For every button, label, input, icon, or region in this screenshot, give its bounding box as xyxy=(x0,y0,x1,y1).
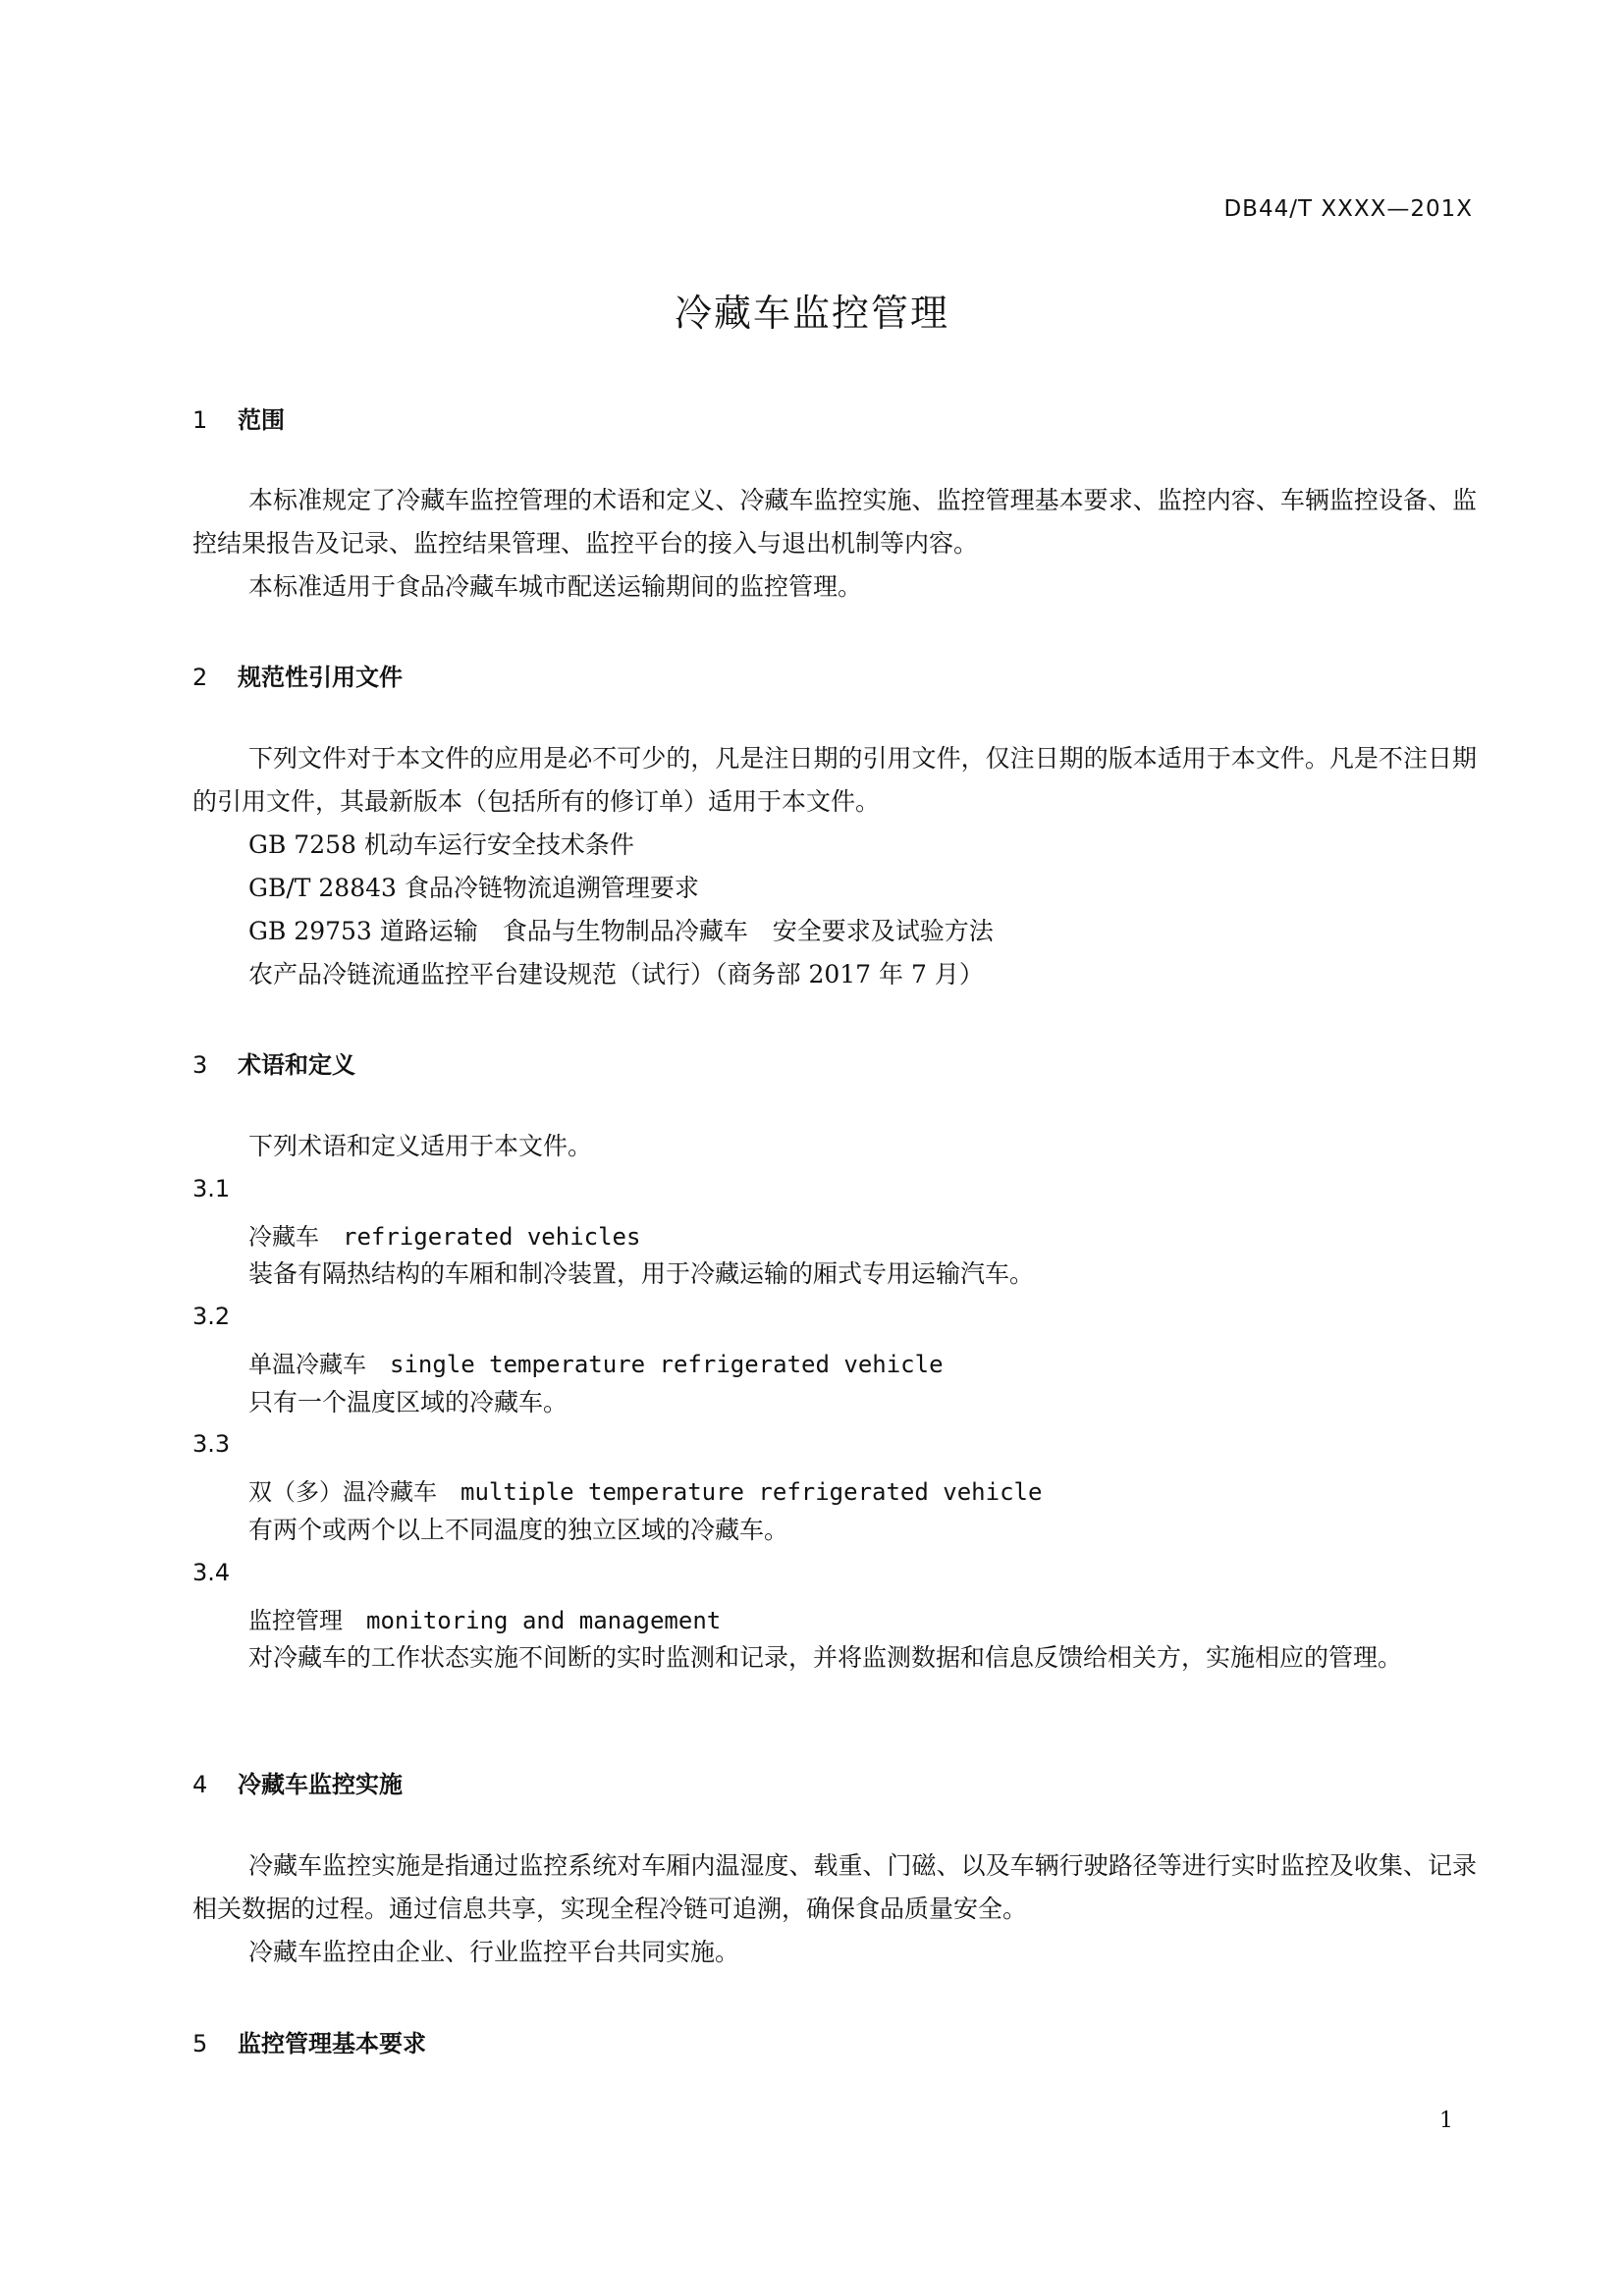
term-definition: 有两个或两个以上不同温度的独立区域的冷藏车。 xyxy=(248,1516,789,1544)
reference-item: 农产品冷链流通监控平台建设规范（试行）（商务部 2017 年 7 月） xyxy=(248,960,984,988)
section-1-paragraph-1: 本标准规定了冷藏车监控管理的术语和定义、冷藏车监控实施、监控管理基本要求、监控内容、车辆监控设备、监控结果报告及记录、监控结果管理、监控平台的接入与退出机制等内容。 xyxy=(192,486,1477,558)
term-definition: 只有一个温度区域的冷藏车。 xyxy=(248,1388,568,1416)
section-title: 术语和定义 xyxy=(238,1051,355,1079)
section-title: 监控管理基本要求 xyxy=(238,2030,426,2057)
section-number: 5 xyxy=(192,2030,208,2057)
term-definition: 装备有隔热结构的车厢和制冷装置，用于冷藏运输的厢式专用运输汽车。 xyxy=(248,1259,1035,1288)
document-title: 冷藏车监控管理 xyxy=(674,292,949,335)
section-title: 冷藏车监控实施 xyxy=(238,1771,403,1798)
reference-item: GB 29753 道路运输 食品与生物制品冷藏车 安全要求及试验方法 xyxy=(248,917,994,945)
reference-item: GB/T 28843 食品冷链物流追溯管理要求 xyxy=(248,874,699,902)
section-number: 3 xyxy=(192,1051,208,1079)
term-number: 3.2 xyxy=(192,1303,231,1330)
term-chinese: 监控管理 xyxy=(248,1607,343,1634)
section-4-paragraph-1: 冷藏车监控实施是指通过监控系统对车厢内温湿度、载重、门磁、以及车辆行驶路径等进行实时监控及收集、记录相关数据的过程。通过信息共享，实现全程冷链可追溯，确保食品质量安全。 xyxy=(192,1851,1477,1923)
section-2-paragraph-1: 下列文件对于本文件的应用是必不可少的，凡是注日期的引用文件，仅注日期的版本适用于本文件。凡是不注日期的引用文件，其最新版本（包括所有的修订单）适用于本文件。 xyxy=(192,744,1477,816)
term-heading xyxy=(248,1472,1042,1507)
term-heading xyxy=(248,1217,640,1252)
term-number: 3.3 xyxy=(192,1430,231,1458)
term-definition: 对冷藏车的工作状态实施不间断的实时监测和记录，并将监测数据和信息反馈给相关方，实施相应的管理。 xyxy=(248,1643,1403,1672)
term-chinese: 双（多）温冷藏车 xyxy=(248,1478,437,1506)
document-code: DB44/T XXXX—201X xyxy=(1223,196,1473,222)
term-english: multiple temperature refrigerated vehicle xyxy=(460,1478,1043,1506)
page-number: 1 xyxy=(1439,2109,1453,2133)
section-title: 规范性引用文件 xyxy=(238,664,403,691)
term-english: refrigerated vehicles xyxy=(343,1223,641,1251)
term-chinese: 冷藏车 xyxy=(248,1223,319,1251)
term-english: single temperature refrigerated vehicle xyxy=(390,1351,944,1378)
reference-item: GB 7258 机动车运行安全技术条件 xyxy=(248,830,634,859)
term-chinese: 单温冷藏车 xyxy=(248,1351,366,1378)
section-4-paragraph-2: 冷藏车监控由企业、行业监控平台共同实施。 xyxy=(248,1938,740,1966)
term-heading xyxy=(248,1601,721,1635)
section-5-heading xyxy=(192,2024,426,2058)
section-number: 4 xyxy=(192,1771,208,1798)
section-2-heading xyxy=(192,658,403,692)
section-1-heading xyxy=(192,400,285,435)
section-number: 2 xyxy=(192,664,208,691)
section-title: 范围 xyxy=(238,406,285,434)
section-4-heading xyxy=(192,1765,403,1799)
term-english: monitoring and management xyxy=(366,1607,722,1634)
term-number: 3.1 xyxy=(192,1175,231,1202)
section-3-intro: 下列术语和定义适用于本文件。 xyxy=(248,1132,593,1160)
term-number: 3.4 xyxy=(192,1559,231,1586)
section-1-paragraph-2: 本标准适用于食品冷藏车城市配送运输期间的监控管理。 xyxy=(248,572,863,601)
term-heading xyxy=(248,1345,944,1379)
section-3-heading xyxy=(192,1045,355,1080)
section-number: 1 xyxy=(192,406,208,434)
